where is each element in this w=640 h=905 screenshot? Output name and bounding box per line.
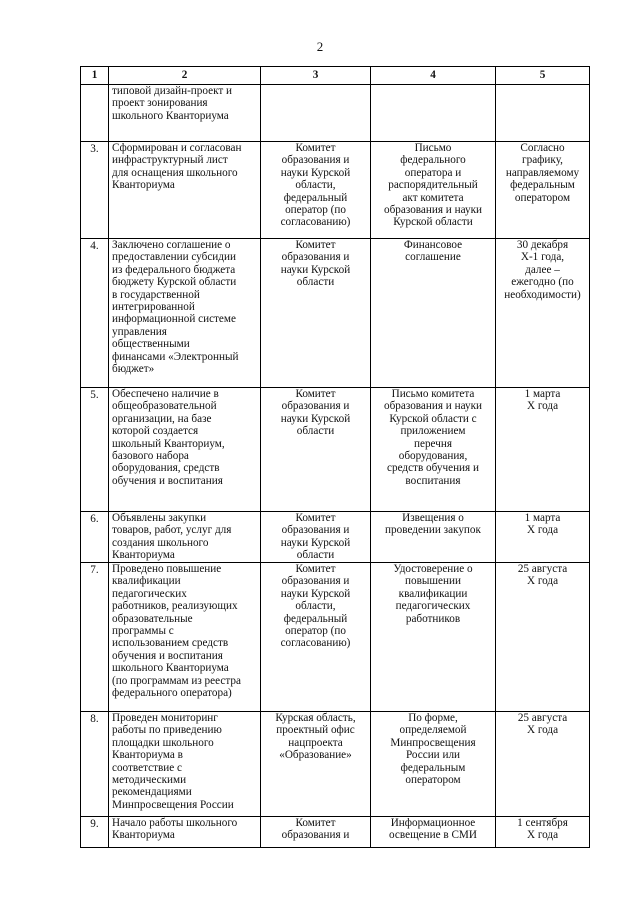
row-number: 9. xyxy=(81,817,109,848)
deadline-cell xyxy=(496,85,590,142)
deadline-cell: Согласно графику, направляемому федеральным оператором xyxy=(496,142,590,239)
deadline-cell: 30 декабря Х-1 года, далее – ежегодно (по необходимости) xyxy=(496,239,590,388)
document-cell: Письмо комитета образования и науки Курской области с приложением перечня оборудования, средств обучения и воспитания xyxy=(371,388,496,512)
responsible-cell: Курская область, проектный офис нацпроекта «Образование» xyxy=(261,712,371,817)
responsible-cell: Комитет образования и науки Курской области, федеральный оператор (по согласованию) xyxy=(261,142,371,239)
deadline-cell: 1 марта Х года xyxy=(496,388,590,512)
responsible-cell: Комитет образования и науки Курской области xyxy=(261,512,371,563)
table-row xyxy=(81,563,590,712)
event-cell: Проведен мониторинг работы по приведению площадки школьного Кванториума в соответствие с методическими рекомендациями Минпросвещения России xyxy=(109,712,261,817)
responsible-cell: Комитет образования и науки Курской области xyxy=(261,239,371,388)
event-cell: Проведено повышение квалификации педагогических работников, реализующих образовательные программы с использованием средств обучения и воспитания школьного Кванториума (по программам из реестра федерального оператора) xyxy=(109,563,261,712)
page-number: 2 xyxy=(316,39,324,54)
event-cell: Заключено соглашение о предоставлении субсидии из федерального бюджета бюджету Курской области в государственной интегрированной информационной системе управления общественными финансами «Электронный бюджет» xyxy=(109,239,261,388)
row-number: 4. xyxy=(81,239,109,388)
table-row xyxy=(81,512,590,563)
table-row xyxy=(81,817,590,848)
document-cell xyxy=(371,85,496,142)
header-row xyxy=(81,67,590,85)
row-number: 6. xyxy=(81,512,109,563)
header-col-3: 3 xyxy=(261,67,371,85)
event-cell: Сформирован и согласован инфраструктурный лист для оснащения школьного Кванториума xyxy=(109,142,261,239)
table-row xyxy=(81,239,590,388)
document-cell: Информационное освещение в СМИ xyxy=(371,817,496,848)
header-col-4: 4 xyxy=(371,67,496,85)
document-cell: Финансовое соглашение xyxy=(371,239,496,388)
document-cell: Письмо федерального оператора и распорядительный акт комитета образования и науки Курской области xyxy=(371,142,496,239)
responsible-cell xyxy=(261,85,371,142)
responsible-cell: Комитет образования и науки Курской области, федеральный оператор (по согласованию) xyxy=(261,563,371,712)
table-row xyxy=(81,388,590,512)
document-cell: По форме, определяемой Минпросвещения России или федеральным оператором xyxy=(371,712,496,817)
deadline-cell: 1 марта Х года xyxy=(496,512,590,563)
table-row xyxy=(81,142,590,239)
row-number: 8. xyxy=(81,712,109,817)
row-number xyxy=(81,85,109,142)
document-cell: Извещения о проведении закупок xyxy=(371,512,496,563)
deadline-cell: 25 августа Х года xyxy=(496,563,590,712)
header-col-5: 5 xyxy=(496,67,590,85)
responsible-cell: Комитет образования и xyxy=(261,817,371,848)
table-row xyxy=(81,712,590,817)
row-number: 3. xyxy=(81,142,109,239)
responsible-cell: Комитет образования и науки Курской области xyxy=(261,388,371,512)
deadline-cell: 25 августа Х года xyxy=(496,712,590,817)
event-cell: Обеспечено наличие в общеобразовательной организации, на базе которой создается школьный Кванториум, базового набора оборудования, средств обучения и воспитания xyxy=(109,388,261,512)
event-cell: Начало работы школьного Кванториума xyxy=(109,817,261,848)
plan-table xyxy=(80,66,590,848)
table-row-continuation xyxy=(81,85,590,142)
row-number: 7. xyxy=(81,563,109,712)
document-cell: Удостоверение о повышении квалификации педагогических работников xyxy=(371,563,496,712)
row-number: 5. xyxy=(81,388,109,512)
header-col-2: 2 xyxy=(109,67,261,85)
header-col-1: 1 xyxy=(81,67,109,85)
event-cell: типовой дизайн-проект и проект зонирования школьного Кванториума xyxy=(109,85,261,142)
deadline-cell: 1 сентября Х года xyxy=(496,817,590,848)
event-cell: Объявлены закупки товаров, работ, услуг для создания школьного Кванториума xyxy=(109,512,261,563)
